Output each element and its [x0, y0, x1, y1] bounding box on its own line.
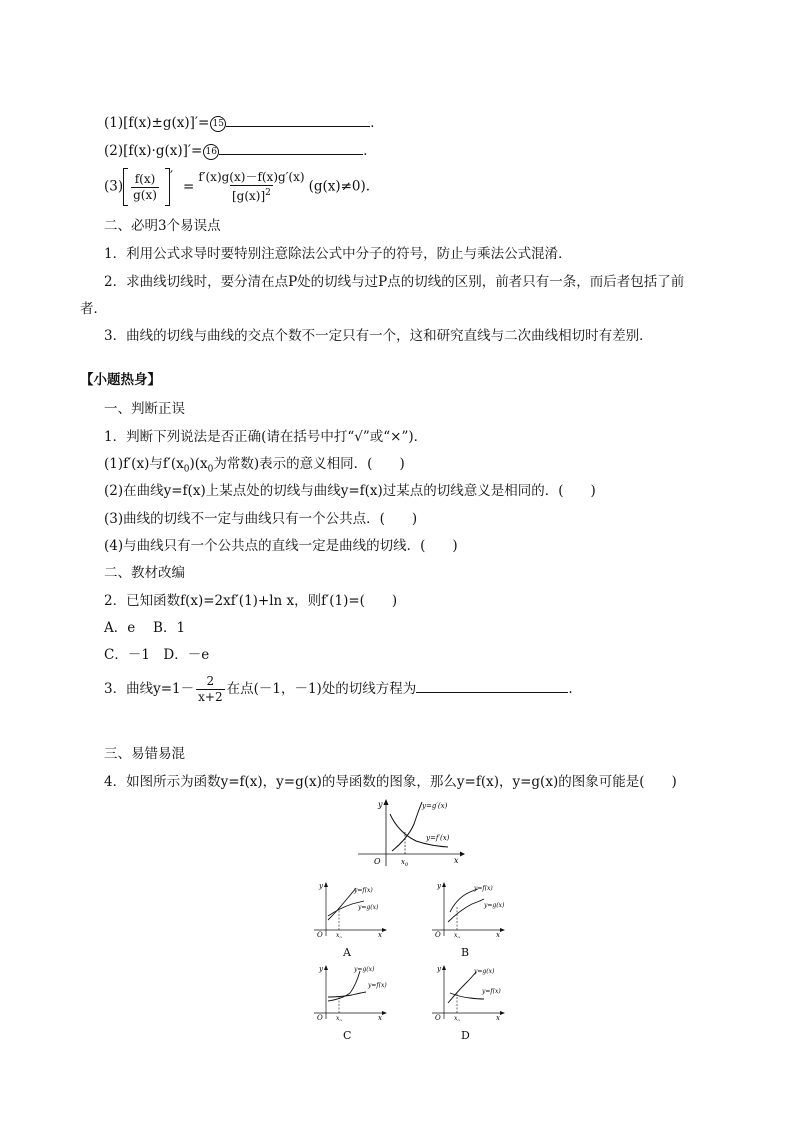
- x-axis-label: x: [454, 856, 459, 865]
- label-top: y=g(x): [474, 968, 495, 975]
- question-1-item-4: (4)与曲线只有一个公共点的直线一定是曲线的切线．( ): [104, 538, 458, 554]
- section-title: 三、易错易混: [104, 746, 185, 762]
- rule-quotient: (3) $\frac{f(x)}{g(x)}$ ′= $\frac{f'(x)g(x)-f(x)g'(x)}{[g(x)]^2}$ (g(x)≠0).: [104, 168, 370, 206]
- svg-text:O: O: [317, 931, 323, 938]
- question-2: 2．已知函数f(x)=2xf′(1)+ln x，则f′(1)=( ): [104, 593, 398, 609]
- svg-text:O: O: [435, 931, 441, 938]
- paragraph: 3．曲线的切线与曲线的交点个数不一定只有一个，这和研究直线与二次曲线相切时有差别．: [104, 328, 653, 344]
- question-1: 1．判断下列说法是否正确(请在括号中打“√”或“×”)．: [104, 429, 428, 445]
- curve-f: [450, 993, 484, 999]
- section-title: 一、判断正误: [104, 401, 185, 417]
- question-2-options-ab: A．e B．1: [104, 620, 186, 636]
- curve-g: [448, 899, 484, 922]
- x0-label: $x_0$: [401, 858, 409, 868]
- answer-blank[interactable]: [219, 141, 363, 155]
- option-b-graph: [430, 880, 510, 938]
- svg-text:O: O: [435, 1014, 441, 1021]
- section-title: 二、必明3个易误点: [104, 218, 221, 234]
- option-a-graph: [312, 880, 390, 938]
- quotient-rhs-fraction: $\frac{f'(x)g(x)-f(x)g'(x)}{[g(x)]^2}$: [198, 170, 305, 203]
- label-bottom: y=g(x): [358, 904, 379, 911]
- paragraph-continuation: 者．: [80, 301, 107, 317]
- svg-text:x: x: [496, 931, 500, 938]
- svg-text:x0: $x_0$: [336, 1015, 342, 1021]
- circle-number-15: 15: [210, 116, 226, 132]
- svg-text:x: x: [378, 931, 382, 938]
- question-3: 3．曲线y=1－ $\frac{2}{x+2}$ 在点(－1，－1)处的切线方程为 .: [104, 674, 573, 704]
- answer-blank[interactable]: [416, 679, 568, 693]
- option-a-caption[interactable]: A: [343, 946, 351, 959]
- option-d-caption[interactable]: D: [461, 1029, 470, 1042]
- option-d-graph: [430, 963, 510, 1021]
- label-bottom: y=g(x): [484, 902, 505, 909]
- answer-blank[interactable]: [226, 113, 370, 127]
- question-1-item-2: (2)在曲线y=f(x)上某点处的切线与曲线y=f(x)过某点的切线意义是相同的．( ): [104, 483, 596, 499]
- circle-number-16: 16: [203, 144, 219, 160]
- g-prime-label: y=g′(x): [422, 802, 448, 810]
- label-bottom: y=f(x): [368, 982, 387, 989]
- derivative-graph: [356, 796, 468, 868]
- rule-sum: (1)[f(x)±g(x)]′= 15 ．: [104, 115, 384, 131]
- question-1-item-1: (1)f′(x)与$f'(x_0)(x_0$为常数)表示的意义相同．( ): [104, 456, 405, 475]
- origin-label: O: [374, 857, 381, 866]
- label-top: y=f(x): [354, 887, 373, 894]
- svg-text:y: y: [437, 882, 441, 890]
- label-bottom: y=f(x): [482, 988, 501, 995]
- option-c-graph: [312, 963, 392, 1021]
- question-4: 4．如图所示为函数y=f(x)，y=g(x)的导函数的图象，那么y=f(x)，y=g(x)的图象可能是( ): [104, 774, 677, 790]
- question-2-options-cd: C．－1 D．－e: [104, 647, 210, 663]
- question-1-item-3: (3)曲线的切线不一定与曲线只有一个公共点．( ): [104, 511, 418, 527]
- section-title: 二、教材改编: [104, 565, 185, 581]
- question-3-fraction: $\frac{2}{x+2}$: [198, 674, 223, 704]
- svg-text:x: x: [496, 1014, 500, 1021]
- label-top: y=f(x): [474, 885, 493, 892]
- option-b-caption[interactable]: B: [461, 946, 470, 959]
- rule-product: (2)[f(x)·g(x)]′= 16 ．: [104, 143, 377, 159]
- svg-text:y: y: [319, 882, 323, 890]
- svg-text:y: y: [437, 965, 441, 973]
- svg-text:x0: $x_0$: [336, 932, 342, 938]
- quotient-bracket: $\frac{f(x)}{g(x)}$: [123, 168, 170, 206]
- f-prime-curve: [390, 814, 448, 847]
- svg-text:O: O: [317, 1014, 323, 1021]
- svg-text:x0: $x_0$: [454, 932, 460, 938]
- svg-text:x: x: [378, 1014, 382, 1021]
- warmup-title: 【小题热身】: [80, 372, 161, 388]
- option-c-caption[interactable]: C: [343, 1029, 352, 1042]
- paragraph: 1．利用公式求导时要特别注意除法公式中分子的符号，防止与乘法公式混淆．: [104, 246, 572, 262]
- y-axis-label: y: [378, 800, 383, 809]
- paragraph: 2．求曲线切线时，要分清在点P处的切线与过P点的切线的区别，前者只有一条，而后者包括了前: [104, 274, 685, 290]
- f-prime-label: y=f′(x): [426, 834, 450, 842]
- svg-text:y: y: [319, 965, 323, 973]
- svg-text:x0: $x_0$: [454, 1015, 460, 1021]
- g-prime-curve: [392, 802, 422, 851]
- label-top: y=g(x): [354, 966, 375, 973]
